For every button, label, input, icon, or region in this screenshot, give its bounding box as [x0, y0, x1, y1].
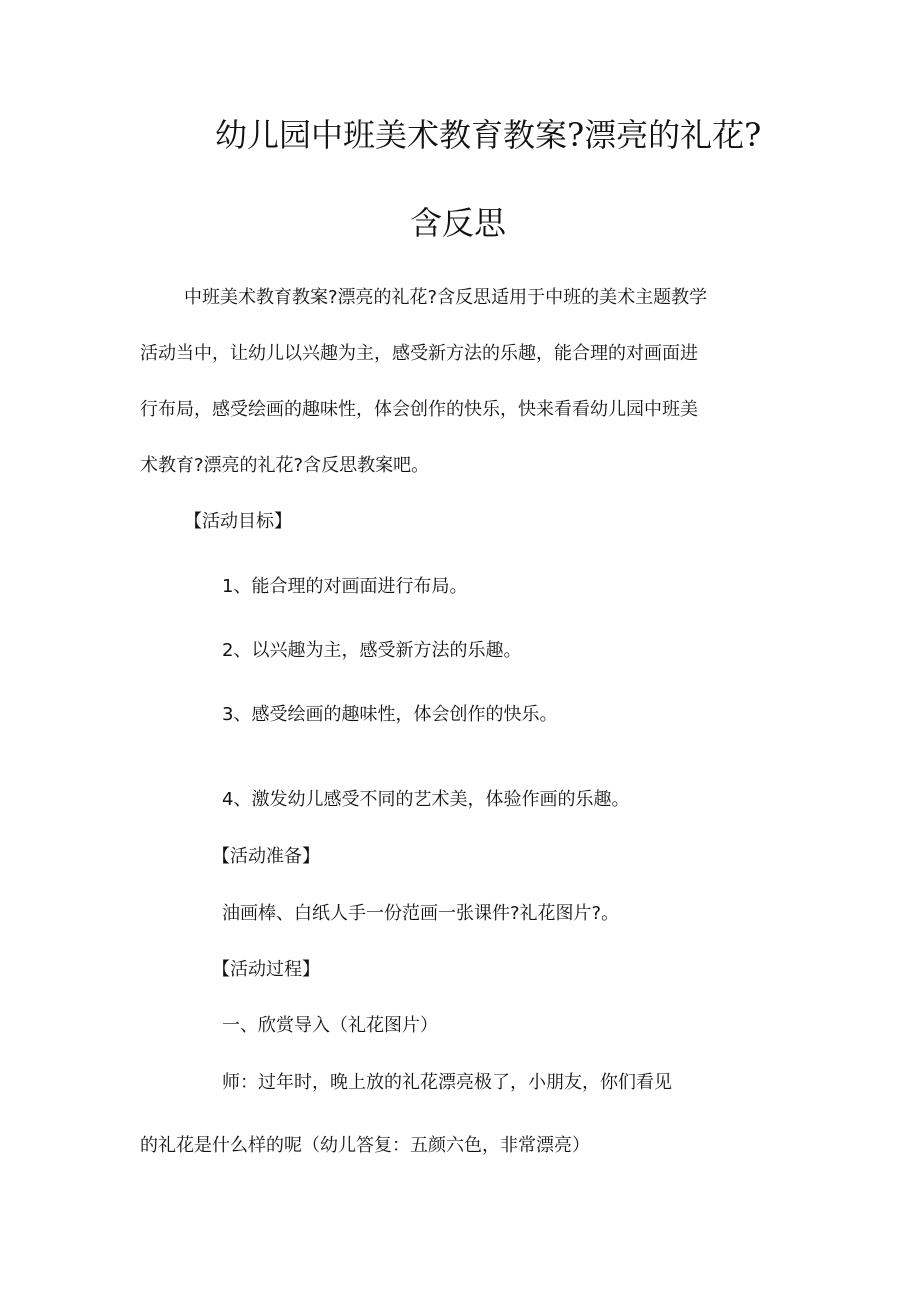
process-heading: 【活动过程】 [212, 959, 320, 980]
intro-paragraph-line-1: 中班美术教育教案?漂亮的礼花?含反思适用于中班的美术主题教学 [184, 287, 708, 308]
intro-paragraph-line-3: 行布局，感受绘画的趣味性，体会创作的快乐，快来看看幼儿园中班美 [140, 399, 698, 420]
teacher-line-2: 的礼花是什么样的呢（幼儿答复：五颜六色，非常漂亮） [140, 1135, 590, 1156]
goals-heading: 【活动目标】 [184, 511, 292, 532]
document-title-line-1: 幼儿园中班美术教育教案?漂亮的礼花? [215, 116, 762, 154]
prep-text: 油画棒、白纸人手一份范画一张课件?礼花图片?。 [222, 903, 620, 924]
document-title-line-2: 含反思 [410, 204, 507, 242]
prep-heading: 【活动准备】 [212, 846, 320, 867]
goal-item-3: 3、感受绘画的趣味性，体会创作的快乐。 [222, 704, 558, 725]
goal-item-2: 2、以兴趣为主，感受新方法的乐趣。 [222, 640, 522, 661]
intro-paragraph-line-4: 术教育?漂亮的礼花?含反思教案吧。 [140, 455, 430, 476]
intro-paragraph-line-2: 活动当中，让幼儿以兴趣为主，感受新方法的乐趣，能合理的对画面进 [140, 343, 698, 364]
step-1-heading: 一、欣赏导入（礼花图片） [222, 1015, 438, 1036]
goal-item-1: 1、能合理的对画面进行布局。 [222, 576, 468, 597]
teacher-line-1: 师：过年时，晚上放的礼花漂亮极了，小朋友，你们看见 [222, 1072, 672, 1093]
goal-item-4: 4、激发幼儿感受不同的艺术美，体验作画的乐趣。 [222, 789, 630, 810]
